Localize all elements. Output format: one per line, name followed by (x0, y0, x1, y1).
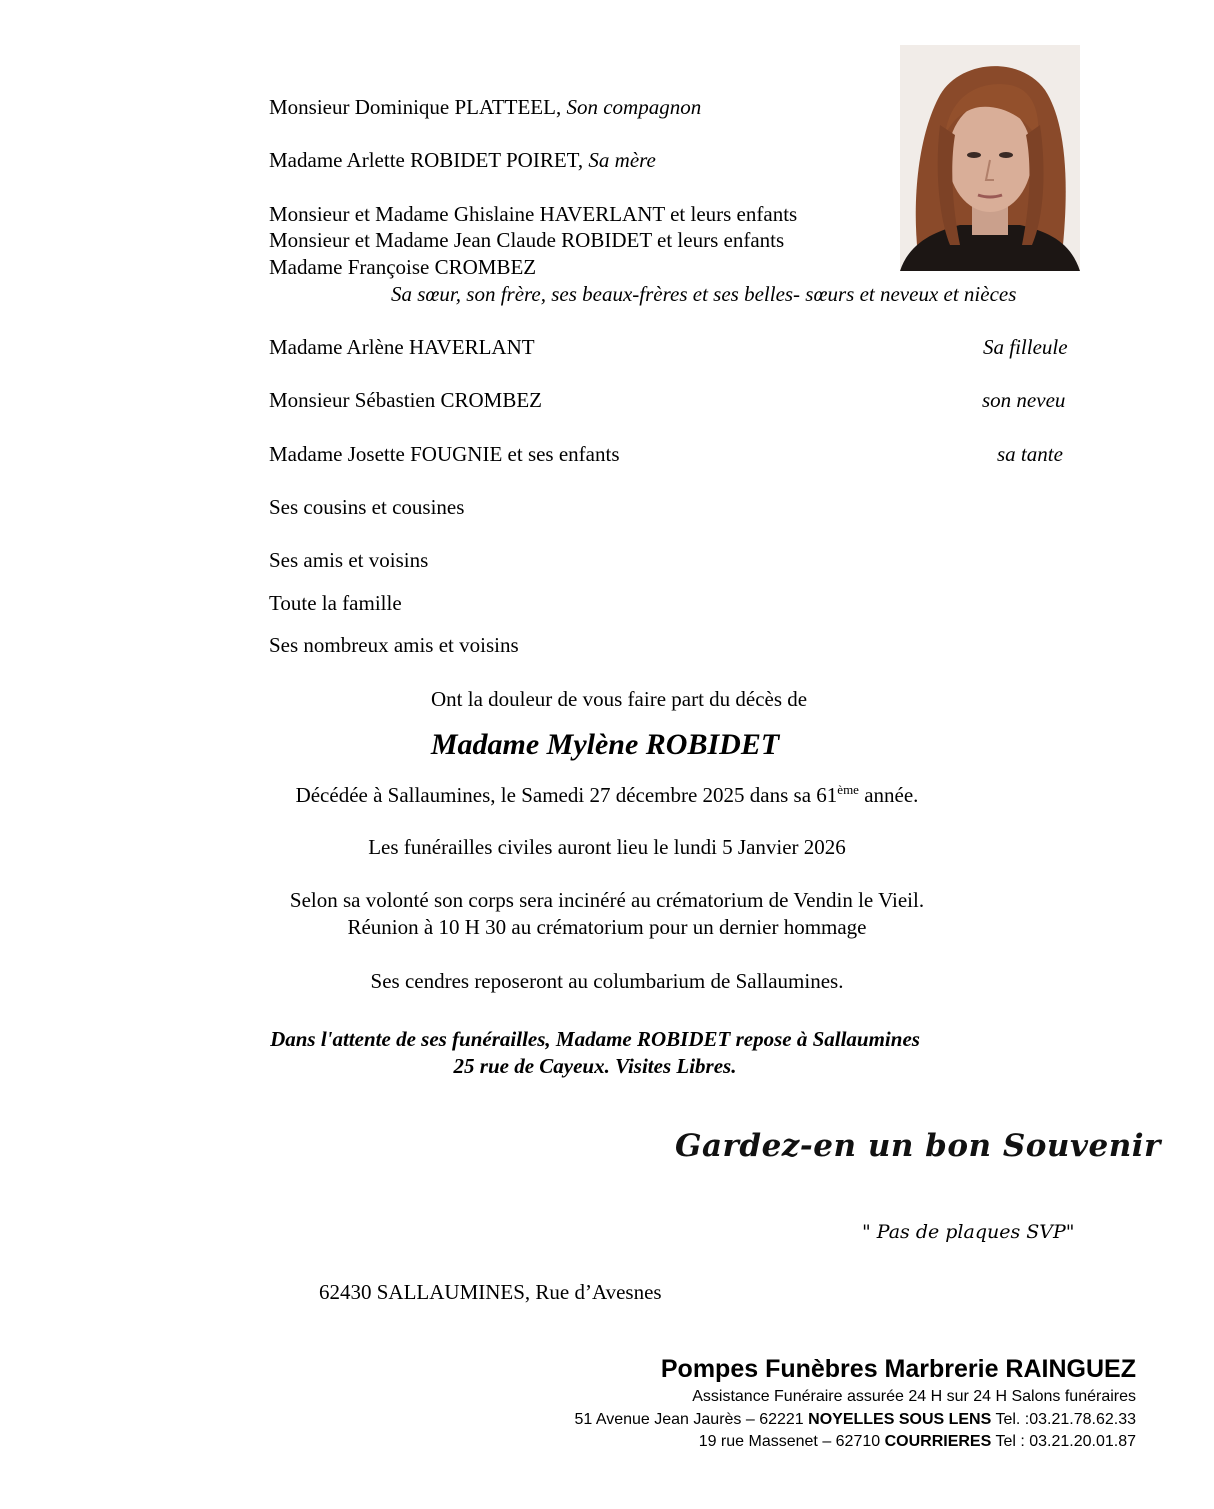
companion-name: Monsieur Dominique PLATTEEL, (269, 95, 562, 119)
agency-line (699, 1432, 1136, 1452)
portrait-illustration (900, 45, 1080, 271)
relative-relation: Sa filleule (983, 335, 1068, 359)
relative-name: Monsieur Sébastien CROMBEZ (269, 388, 542, 412)
funeral-notice: Les funérailles civiles auront lieu le lundi 5 Janvier 2026 (368, 835, 846, 859)
souvenir-text: Gardez-en un bon Souvenir (675, 1128, 1161, 1164)
relative-relation: sa tante (997, 442, 1063, 466)
siblings-relation: Sa sœur, son frère, ses beaux-frères et ses belles- sœurs et neveux et nièces (391, 282, 1017, 306)
mother-relation: Sa mère (588, 148, 656, 172)
cremation-line: Selon sa volonté son corps sera incinéré au crématorium de Vendin le Vieil. (289, 888, 925, 912)
group-line: Ses cousins et cousines (269, 495, 465, 519)
mother-name: Madame Arlette ROBIDET POIRET, (269, 148, 584, 172)
death-notice (0, 782, 1214, 808)
agency-line (574, 1410, 1136, 1430)
company-tagline: Assistance Funéraire assurée 24 H sur 24 H Salons funéraires (692, 1388, 1136, 1405)
agency-phone: Tel : 03.21.20.01.87 (991, 1433, 1136, 1450)
sibling-line: Madame Françoise CROMBEZ (269, 255, 537, 279)
residence-address: 62430 SALLAUMINES, Rue d’Avesnes (319, 1280, 662, 1304)
sibling-line: Monsieur et Madame Jean Claude ROBIDET et leurs enfants (269, 228, 785, 252)
announcement-intro: Ont la douleur de vous faire part du décès de (431, 687, 808, 711)
portrait-photo (900, 45, 1080, 271)
ashes-notice: Ses cendres reposeront au columbarium de Sallaumines. (370, 969, 844, 993)
relative-name: Madame Josette FOUGNIE et ses enfants (269, 442, 620, 466)
mother-line (269, 147, 656, 173)
group-line: Ses amis et voisins (269, 548, 429, 572)
death-suffix: année. (858, 783, 919, 807)
death-prefix: Décédée à Sallaumines, le Samedi 27 décembre 2025 dans sa 61 (295, 783, 838, 807)
agency-city: COURRIERES (884, 1433, 992, 1450)
agency-city: NOYELLES SOUS LENS (808, 1411, 992, 1428)
rest-line: Dans l'attente de ses funérailles, Madame ROBIDET repose à Sallaumines (270, 1027, 920, 1051)
deceased-name: Madame Mylène ROBIDET (430, 728, 780, 761)
no-plaques-text: " Pas de plaques SVP" (862, 1221, 1075, 1243)
companion-relation: Son compagnon (566, 95, 702, 119)
death-sup: ème (837, 782, 859, 797)
cremation-line: Réunion à 10 H 30 au crématorium pour un dernier hommage (347, 915, 867, 939)
rest-line: 25 rue de Cayeux. Visites Libres. (453, 1054, 737, 1078)
group-line: Toute la famille (269, 591, 402, 615)
sibling-line: Monsieur et Madame Ghislaine HAVERLANT et leurs enfants (269, 202, 798, 226)
companion-line (269, 94, 701, 120)
relative-name: Madame Arlène HAVERLANT (269, 335, 535, 359)
agency-street: 51 Avenue Jean Jaurès – 62221 (574, 1411, 809, 1428)
company-name: Pompes Funèbres Marbrerie RAINGUEZ (660, 1355, 1136, 1383)
group-line: Ses nombreux amis et voisins (269, 633, 519, 657)
relative-relation: son neveu (982, 388, 1066, 412)
agency-street: 19 rue Massenet – 62710 (698, 1433, 885, 1450)
agency-phone: Tel. :03.21.78.62.33 (991, 1411, 1136, 1428)
